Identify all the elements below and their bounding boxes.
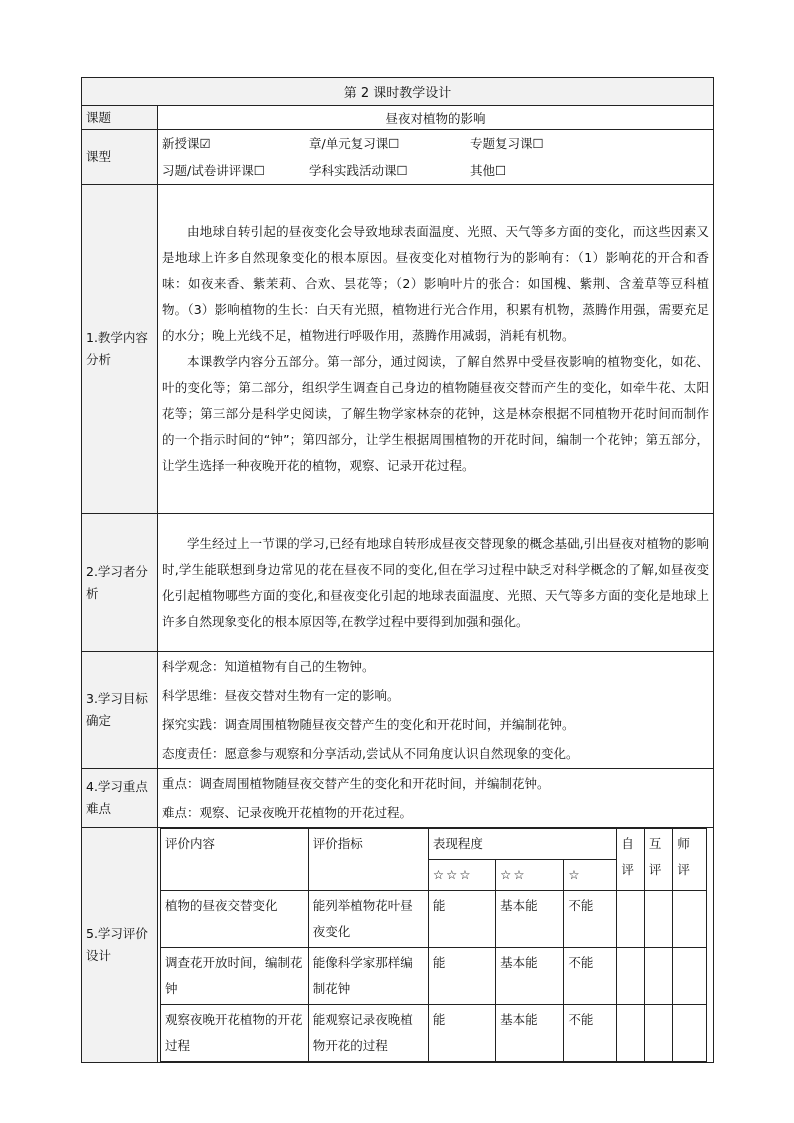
- lesson-type-label: 课型: [82, 130, 158, 185]
- eval-row-teacher-cell[interactable]: [673, 1005, 707, 1062]
- eval-row-teacher-cell[interactable]: [673, 948, 707, 1005]
- eval-row-level-3: 不能: [564, 891, 617, 948]
- eval-row-level-1: 能: [428, 1005, 495, 1062]
- eval-row-content: 观察夜晚开花植物的开花过程: [161, 1005, 309, 1062]
- eval-row-level-2: 基本能: [496, 1005, 564, 1062]
- evaluation-body: [158, 828, 714, 1063]
- eval-header-peer: 互评: [644, 829, 673, 891]
- key-points-label: 4.学习重点难点: [82, 769, 158, 828]
- eval-header-indicator: 评价指标: [308, 829, 428, 891]
- eval-row-level-3: 不能: [564, 1005, 617, 1062]
- lesson-plan-document: [81, 77, 713, 1063]
- key-point: 重点：调查周围植物随昼夜交替产生的变化和开花时间，并编制花钟。: [162, 776, 550, 791]
- eval-header-teacher: 师评: [673, 829, 707, 891]
- eval-row-teacher-cell[interactable]: [673, 891, 707, 948]
- eval-header-self: 自评: [617, 829, 645, 891]
- objectives-label: 3.学习目标确定: [82, 652, 158, 769]
- eval-row-indicator: 能像科学家那样编制花钟: [308, 948, 428, 1005]
- eval-row-indicator: 能观察记录夜晚植物开花的过程: [308, 1005, 428, 1062]
- content-analysis-label: 1.教学内容分析: [82, 185, 158, 514]
- eval-row-peer-cell[interactable]: [644, 891, 673, 948]
- difficult-point: 难点：观察、记录夜晚开花植物的开花过程。: [162, 805, 413, 820]
- eval-row-level-1: 能: [428, 948, 495, 1005]
- eval-header-content: 评价内容: [161, 829, 309, 891]
- lesson-type-option-unit-review[interactable]: 章/单元复习课☐: [309, 136, 400, 151]
- learner-analysis-body: [158, 514, 714, 652]
- eval-header-level: 表现程度: [428, 829, 616, 860]
- content-analysis-paragraph-1: 由地球自转引起的昼夜变化会导致地球表面温度、光照、天气等多方面的变化，而这些因素又是地球上许多自然现象变化的根本原因。昼夜变化对植物行为的影响有：（1）影响花的开合和香味：如夜来香、紫茉莉、合欢、昙花等；（2）影响叶片的张合：如国槐、紫荆、含羞草等豆科植物。（3）影响植物的生长：白天有光照，植物进行光合作用，积累有机物，蒸腾作用强，需要充足的水分；晚上光线不足，植物进行呼吸作用，蒸腾作用减弱，消耗有机物。: [162, 224, 710, 343]
- objective-concept: 科学观念：知道植物有自己的生物钟。: [162, 659, 375, 674]
- eval-row-indicator: 能列举植物花叶昼夜变化: [308, 891, 428, 948]
- eval-row-level-2: 基本能: [496, 948, 564, 1005]
- topic-value: 昼夜对植物的影响: [158, 106, 714, 130]
- learner-analysis-label: 2.学习者分析: [82, 514, 158, 652]
- objectives-body: [158, 652, 714, 769]
- eval-level-one-star: ☆: [564, 860, 617, 891]
- lesson-type-option-exercise[interactable]: 习题/试卷讲评课☐: [162, 163, 265, 178]
- eval-row: [161, 948, 707, 1005]
- eval-row-self-cell[interactable]: [617, 948, 645, 1005]
- eval-row-peer-cell[interactable]: [644, 948, 673, 1005]
- key-points-body: [158, 769, 714, 828]
- lesson-type-options: [158, 130, 714, 185]
- learner-analysis-paragraph: 学生经过上一节课的学习,已经有地球自转形成昼夜交替现象的概念基础,引出昼夜对植物的影响时,学生能联想到身边常见的花在昼夜不同的变化,但在学习过程中缺乏对科学概念的了解,如昼夜变化引起植物哪些方面的变化,和昼夜变化引起的地球表面温度、光照、天气等多方面的变化是地球上许多自然现象变化的根本原因等,在教学过程中要得到加强和强化。: [162, 535, 710, 629]
- content-analysis-body: [158, 185, 714, 514]
- evaluation-label: 5.学习评价设计: [82, 828, 158, 1063]
- topic-label: 课题: [82, 106, 158, 130]
- objective-practice: 探究实践：调查周围植物随昼夜交替产生的变化和开花时间，并编制花钟。: [162, 717, 575, 732]
- eval-row: [161, 891, 707, 948]
- objective-attitude: 态度责任：愿意参与观察和分享活动,尝试从不同角度认识自然现象的变化。: [162, 746, 579, 761]
- evaluation-table: [160, 828, 707, 1062]
- eval-row-content: 植物的昼夜交替变化: [161, 891, 309, 948]
- document-title: 第 2 课时教学设计: [82, 78, 714, 106]
- eval-row-level-3: 不能: [564, 948, 617, 1005]
- eval-row-level-2: 基本能: [496, 891, 564, 948]
- lesson-plan-table: [81, 77, 714, 1063]
- lesson-type-option-new[interactable]: 新授课☑: [162, 136, 211, 151]
- eval-level-two-stars: ☆☆: [496, 860, 564, 891]
- eval-row-level-1: 能: [428, 891, 495, 948]
- eval-row: [161, 1005, 707, 1062]
- objective-thinking: 科学思维：昼夜交替对生物有一定的影响。: [162, 688, 400, 703]
- eval-row-self-cell[interactable]: [617, 891, 645, 948]
- eval-level-three-stars: ☆☆☆: [428, 860, 495, 891]
- eval-row-peer-cell[interactable]: [644, 1005, 673, 1062]
- eval-row-content: 调查花开放时间，编制花钟: [161, 948, 309, 1005]
- lesson-type-option-other[interactable]: 其他☐: [470, 163, 507, 178]
- lesson-type-option-topic-review[interactable]: 专题复习课☐: [470, 136, 544, 151]
- content-analysis-paragraph-2: 本课教学内容分五部分。第一部分，通过阅读，了解自然界中受昼夜影响的植物变化，如花、叶的变化等；第二部分，组织学生调查自己身边的植物随昼夜交替而产生的变化，如牵牛花、太阳花等；第三部分是科学史阅读，了解生物学家林奈的花钟，这是林奈根据不同植物开花时间而制作的一个指示时间的“钟”；第四部分，让学生根据周围植物的开花时间，编制一个花钟；第五部分，让学生选择一种夜晚开花的植物，观察、记录开花过程。: [162, 354, 710, 473]
- eval-row-self-cell[interactable]: [617, 1005, 645, 1062]
- lesson-type-option-practice[interactable]: 学科实践活动课☐: [309, 163, 408, 178]
